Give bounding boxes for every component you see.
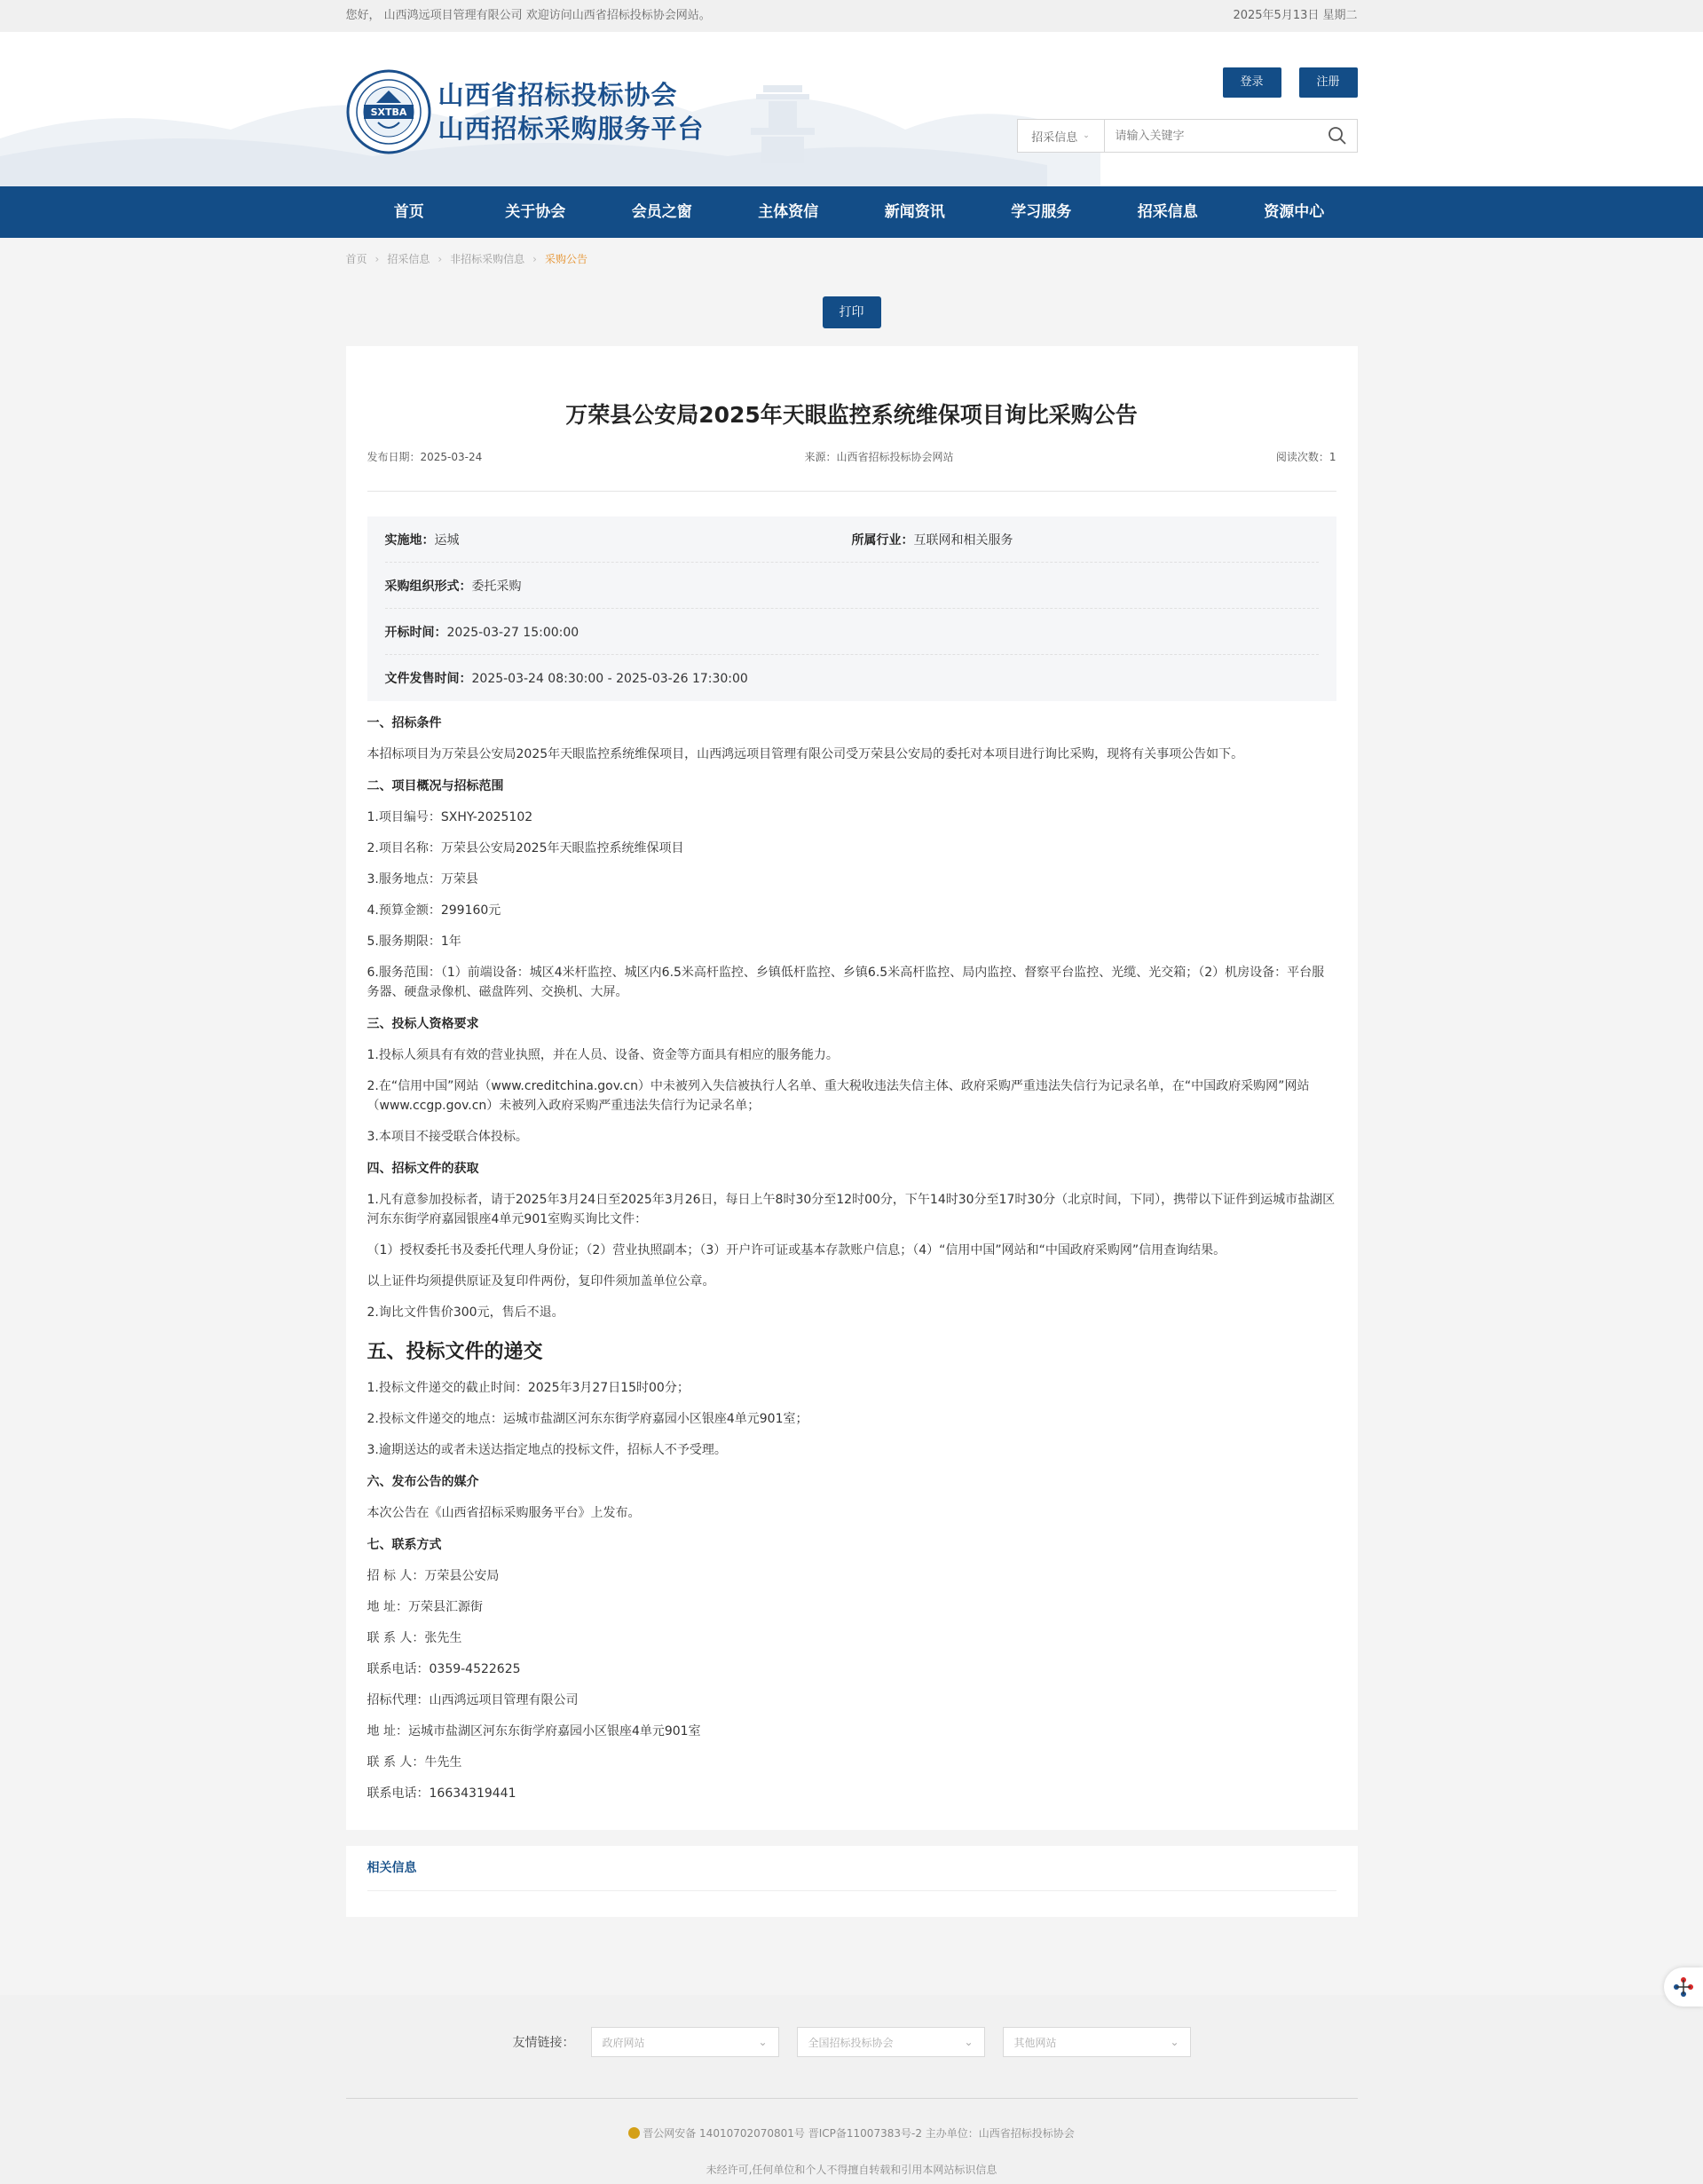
paragraph: 3.服务地点：万荣县 — [367, 872, 478, 887]
paragraph: 1.凡有意参加投标者，请于2025年3月24日至2025年3月26日，每日上午8时30分至12时00分，下午14时30分至17时30分（北京时间，下同），携带以下证件到运城市盐湖区河东东街学府嘉园银座4单元901室购买询比文件： — [367, 1193, 1336, 1226]
logo-title: 山西省招标投标协会 — [438, 80, 678, 110]
welcome-text: 您好， 山西鸿远项目管理有限公司 欢迎访问山西省招标投标协会网站。 — [345, 9, 711, 22]
section-heading: 一、招标条件 — [367, 716, 442, 730]
contact-line: 地 址：运城市盐湖区河东东街学府嘉园小区银座4单元901室 — [367, 1724, 701, 1739]
contact-line: 联系电话：16634319441 — [367, 1786, 516, 1801]
nav-credit[interactable]: 主体资信 — [758, 203, 819, 221]
view-count: 阅读次数：1 — [1275, 451, 1336, 463]
paragraph: 本招标项目为万荣县公安局2025年天眼监控系统维保项目，山西鸿远项目管理有限公司受万荣县公安局的委托对本项目进行询比采购，现将有关事项公告如下。 — [367, 747, 1244, 761]
chevron-right-icon: › — [532, 253, 537, 265]
copyright-notice: 未经许可,任何单位和个人不得擅自转载和引用本网站标识信息 — [706, 2164, 997, 2176]
section-heading: 六、发布公告的媒介 — [367, 1475, 479, 1489]
org-value: 委托采购 — [471, 579, 522, 594]
paragraph: 2.询比文件售价300元，售后不退。 — [367, 1305, 564, 1320]
search-box — [1017, 119, 1358, 153]
sale-time-value: 2025-03-24 08:30:00 - 2025-03-26 17:30:00 — [471, 672, 748, 686]
paragraph: 以上证件均须提供原证及复印件两份，复印件须加盖单位公章。 — [367, 1274, 715, 1289]
chevron-down-icon: ⌄ — [1170, 2036, 1179, 2048]
section-heading: 三、投标人资格要求 — [367, 1017, 479, 1031]
gov-sites-select[interactable] — [591, 2027, 779, 2057]
nav-procurement[interactable]: 招采信息 — [1137, 203, 1198, 221]
sale-time-label: 文件发售时间： — [384, 672, 472, 686]
nav-members[interactable]: 会员之窗 — [631, 203, 692, 221]
logo-subtitle: 山西招标采购服务平台 — [438, 114, 705, 144]
current-date: 2025年5月13日 星期二 — [1233, 9, 1358, 22]
site-header — [0, 32, 1703, 186]
industry-label: 所属行业： — [851, 532, 914, 548]
nav-learning[interactable]: 学习服务 — [1011, 203, 1072, 221]
paragraph: 2.项目名称：万荣县公安局2025年天眼监控系统维保项目 — [367, 841, 684, 855]
paragraph: 6.服务范围：（1）前端设备：城区4米杆监控、城区内6.5米高杆监控、乡镇低杆监控、乡镇6.5米高杆监控、局内监控、督察平台监控、光缆、光交箱；（2）机房设备：平台服务器、硬盘录像机、磁盘阵列、交换机、大屏。 — [367, 966, 1325, 999]
select-value: 政府网站 — [602, 2036, 645, 2049]
friend-links-label: 友情链接： — [512, 2036, 575, 2050]
place-value: 运城 — [434, 532, 460, 548]
floating-widget[interactable] — [1664, 1967, 1703, 2007]
chevron-down-icon: ⌄ — [1083, 131, 1090, 140]
search-category-label: 招采信息 — [1031, 130, 1078, 145]
chevron-right-icon: › — [438, 253, 443, 265]
article-title: 万荣县公安局2025年天眼监控系统维保项目询比采购公告 — [565, 402, 1138, 428]
main-nav — [0, 186, 1703, 238]
section-heading-large: 五、投标文件的递交 — [367, 1341, 543, 1363]
contact-line: 招 标 人：万荣县公安局 — [367, 1569, 500, 1583]
top-bar — [0, 0, 1703, 32]
open-time-label: 开标时间： — [384, 625, 447, 640]
related-info-title: 相关信息 — [367, 1858, 1336, 1891]
breadcrumb-home[interactable]: 首页 — [345, 253, 367, 265]
org-label: 采购组织形式： — [384, 579, 472, 594]
seal-text: SXTBA — [370, 106, 406, 118]
friend-links — [0, 1995, 1703, 2057]
place-label: 实施地： — [384, 532, 435, 548]
association-seal-icon — [346, 69, 431, 154]
search-input[interactable] — [1105, 120, 1318, 152]
copyright — [0, 2125, 1703, 2141]
register-button[interactable]: 注册 — [1299, 67, 1358, 98]
contact-line: 联 系 人：张先生 — [367, 1631, 462, 1645]
contact-line: 联 系 人：牛先生 — [367, 1755, 462, 1770]
nav-resources[interactable]: 资源中心 — [1264, 203, 1325, 221]
other-sites-select[interactable] — [1003, 2027, 1191, 2057]
paragraph: 4.预算金额：299160元 — [367, 903, 501, 918]
site-footer — [0, 1995, 1703, 2184]
contact-line: 地 址：万荣县汇源街 — [367, 1600, 483, 1614]
footer-divider — [346, 2098, 1358, 2099]
section-heading: 二、项目概况与招标范围 — [367, 779, 504, 793]
accessibility-icon — [1672, 1975, 1695, 1999]
project-info-box — [367, 516, 1336, 701]
nav-about[interactable]: 关于协会 — [505, 203, 566, 221]
section-heading: 七、联系方式 — [367, 1538, 442, 1552]
chevron-down-icon: ⌄ — [964, 2036, 974, 2048]
police-badge-icon — [628, 2127, 640, 2139]
contact-line: 联系电话：0359-4522625 — [367, 1662, 521, 1676]
nav-home[interactable]: 首页 — [393, 203, 424, 221]
copyright-text: 晋公网安备 14010702070801号 晋ICP备11007383号-2 主办单位：山西省招标投标协会 — [643, 2127, 1075, 2140]
section-heading: 四、招标文件的获取 — [367, 1162, 479, 1176]
article-body — [367, 714, 1336, 1803]
contact-line: 招标代理：山西鸿远项目管理有限公司 — [367, 1693, 579, 1707]
breadcrumb-procurement[interactable]: 招采信息 — [387, 253, 430, 265]
search-icon — [1327, 125, 1348, 146]
paragraph: 5.服务期限：1年 — [367, 934, 461, 949]
related-info — [346, 1846, 1358, 1917]
paragraph: （1）授权委托书及委托代理人身份证；（2）营业执照副本；（3）开户许可证或基本存款账户信息；（4）“信用中国”网站和“中国政府采购网”信用查询结果。 — [367, 1243, 1226, 1258]
paragraph: 3.本项目不接受联合体投标。 — [367, 1130, 528, 1144]
paragraph: 1.投标文件递交的截止时间：2025年3月27日15时00分； — [367, 1381, 690, 1395]
article-source: 来源：山西省招标投标协会网站 — [804, 451, 954, 463]
print-button[interactable]: 打印 — [823, 296, 881, 328]
site-logo[interactable] — [346, 69, 705, 154]
paragraph: 3.逾期送达的或者未送达指定地点的投标文件，招标人不予受理。 — [367, 1443, 727, 1457]
paragraph: 本次公告在《山西省招标采购服务平台》上发布。 — [367, 1506, 641, 1520]
paragraph: 1.项目编号：SXHY-2025102 — [367, 810, 533, 824]
paragraph: 1.投标人须具有有效的营业执照，并在人员、设备、资金等方面具有相应的服务能力。 — [367, 1048, 839, 1062]
select-value: 全国招标投标协会 — [808, 2036, 894, 2049]
chevron-right-icon: › — [375, 253, 380, 265]
chevron-down-icon: ⌄ — [758, 2036, 768, 2048]
publish-date: 发布日期：2025-03-24 — [367, 451, 483, 463]
paragraph: 2.在“信用中国”网站（www.creditchina.gov.cn）中未被列入失信被执行人名单、重大税收违法失信主体、政府采购严重违法失信行为记录名单，在“中国政府采购网”网站（www.ccgp.gov.cn）未被列入政府采购严重违法失信行为记录名单； — [367, 1079, 1310, 1113]
nav-news[interactable]: 新闻资讯 — [884, 203, 945, 221]
search-category-select[interactable] — [1018, 120, 1105, 152]
industry-value: 互联网和相关服务 — [913, 532, 1013, 548]
login-button[interactable]: 登录 — [1223, 67, 1281, 98]
breadcrumb-current[interactable]: 采购公告 — [544, 253, 587, 265]
open-time-value: 2025-03-27 15:00:00 — [446, 625, 579, 640]
breadcrumb — [346, 238, 1358, 280]
article-meta — [367, 449, 1336, 492]
breadcrumb-non-bidding[interactable]: 非招标采购信息 — [450, 253, 525, 265]
paragraph: 2.投标文件递交的地点：运城市盐湖区河东东街学府嘉园小区银座4单元901室； — [367, 1412, 808, 1426]
article-card — [346, 346, 1358, 1830]
select-value: 其他网站 — [1013, 2036, 1057, 2049]
national-assoc-select[interactable] — [797, 2027, 985, 2057]
search-button[interactable] — [1318, 120, 1357, 152]
